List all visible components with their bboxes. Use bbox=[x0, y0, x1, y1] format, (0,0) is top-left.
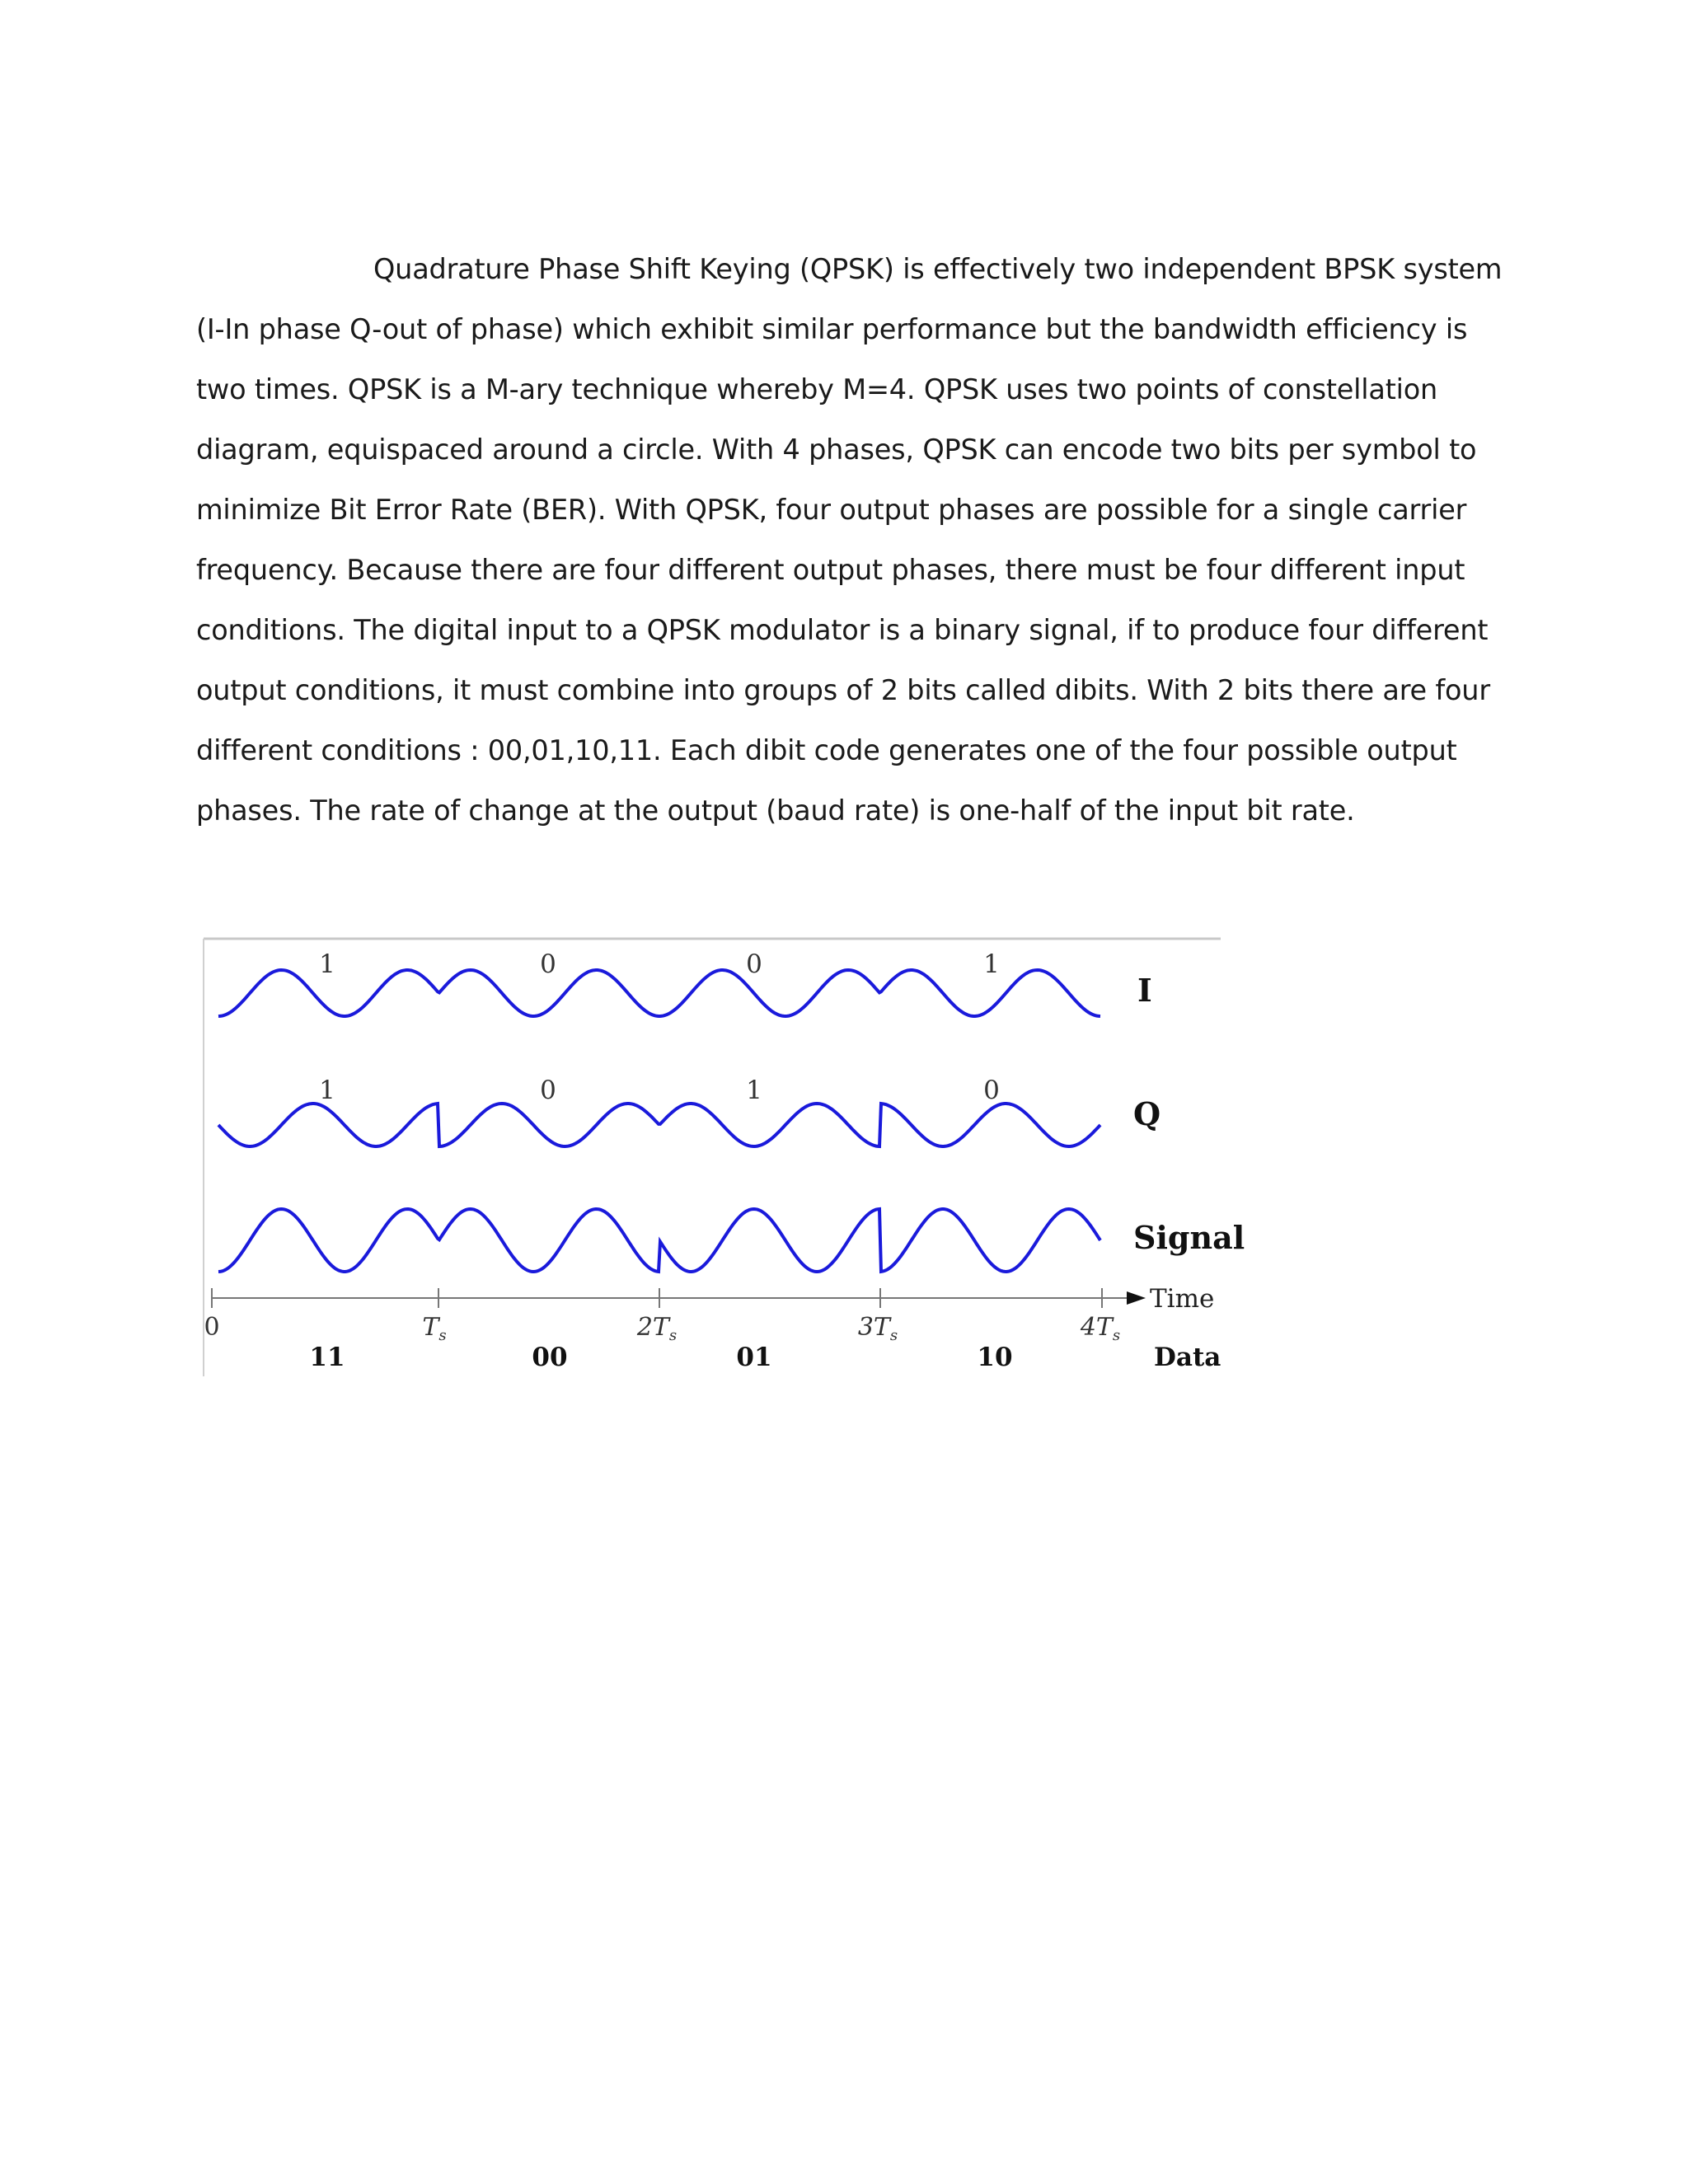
q-bit-label: 1 bbox=[319, 1076, 335, 1105]
i-row-label: I bbox=[1137, 972, 1152, 1009]
q-row-label: Q bbox=[1133, 1095, 1161, 1132]
time-axis-arrow-icon bbox=[1127, 1291, 1146, 1305]
q-bit-label: 1 bbox=[746, 1076, 762, 1105]
time-axis-tick-label bbox=[422, 1313, 446, 1344]
i-bit-label: 0 bbox=[540, 949, 556, 979]
time-axis-tick-label bbox=[636, 1313, 677, 1344]
time-axis-tick-label bbox=[858, 1313, 898, 1344]
body-paragraph: Quadrature Phase Shift Keying (QPSK) is effectively two independent BPSK system (I-In phase Q-out of phase) which exhibit similar performance but the bandwidth efficiency is two times. QPSK is a M-ary technique whereby M=4. QPSK uses two points of constellation diagram, equispaced around a circle. With 4 phases, QPSK can encode two bits per symbol to minimize Bit Error Rate (BER). With QPSK, four output phases are possible for a single carrier frequency. Because there are four different output phases, there must be four different input conditions. The digital input to a QPSK modulator is a binary signal, if to produce four different output conditions, it must combine into groups of 2 bits called dibits. With 2 bits there are four different conditions : 00,01,10,11. Each dibit code generates one of the four possible output phases. The rate of change at the output (baud rate) is one-half of the input bit rate. bbox=[196, 253, 1503, 827]
data-dibit-label: 01 bbox=[736, 1343, 772, 1372]
data-dibit-label: 00 bbox=[532, 1343, 568, 1372]
data-dibit-label: 11 bbox=[309, 1343, 345, 1372]
qpsk-signal-waveform bbox=[218, 1209, 1100, 1272]
q-bit-label: 0 bbox=[983, 1076, 1000, 1105]
data-row-label: Data bbox=[1154, 1343, 1221, 1372]
qpsk-waveform-svg bbox=[202, 935, 1245, 1380]
i-bit-label: 1 bbox=[319, 949, 335, 979]
signal-row-label: Signal bbox=[1133, 1219, 1245, 1256]
q-waveform bbox=[218, 1104, 1100, 1146]
tick-sub: s bbox=[1112, 1327, 1121, 1344]
tick-main: 2T bbox=[636, 1313, 669, 1342]
qpsk-waveform-figure bbox=[202, 935, 1245, 1380]
tick-sub: s bbox=[668, 1327, 678, 1344]
tick-main: 4T bbox=[1080, 1313, 1113, 1342]
tick-main: 3T bbox=[857, 1313, 890, 1342]
time-axis-tick-label bbox=[1080, 1313, 1120, 1344]
i-bit-label: 1 bbox=[983, 949, 1000, 979]
time-axis-origin: 0 bbox=[204, 1313, 220, 1342]
q-bit-label: 0 bbox=[540, 1076, 556, 1105]
time-axis-label: Time bbox=[1150, 1284, 1215, 1314]
tick-main: T bbox=[422, 1313, 439, 1342]
i-waveform bbox=[218, 970, 1100, 1016]
i-bit-label: 0 bbox=[746, 949, 762, 979]
tick-sub: s bbox=[438, 1327, 447, 1344]
tick-sub: s bbox=[889, 1327, 898, 1344]
data-dibit-label: 10 bbox=[977, 1343, 1013, 1372]
